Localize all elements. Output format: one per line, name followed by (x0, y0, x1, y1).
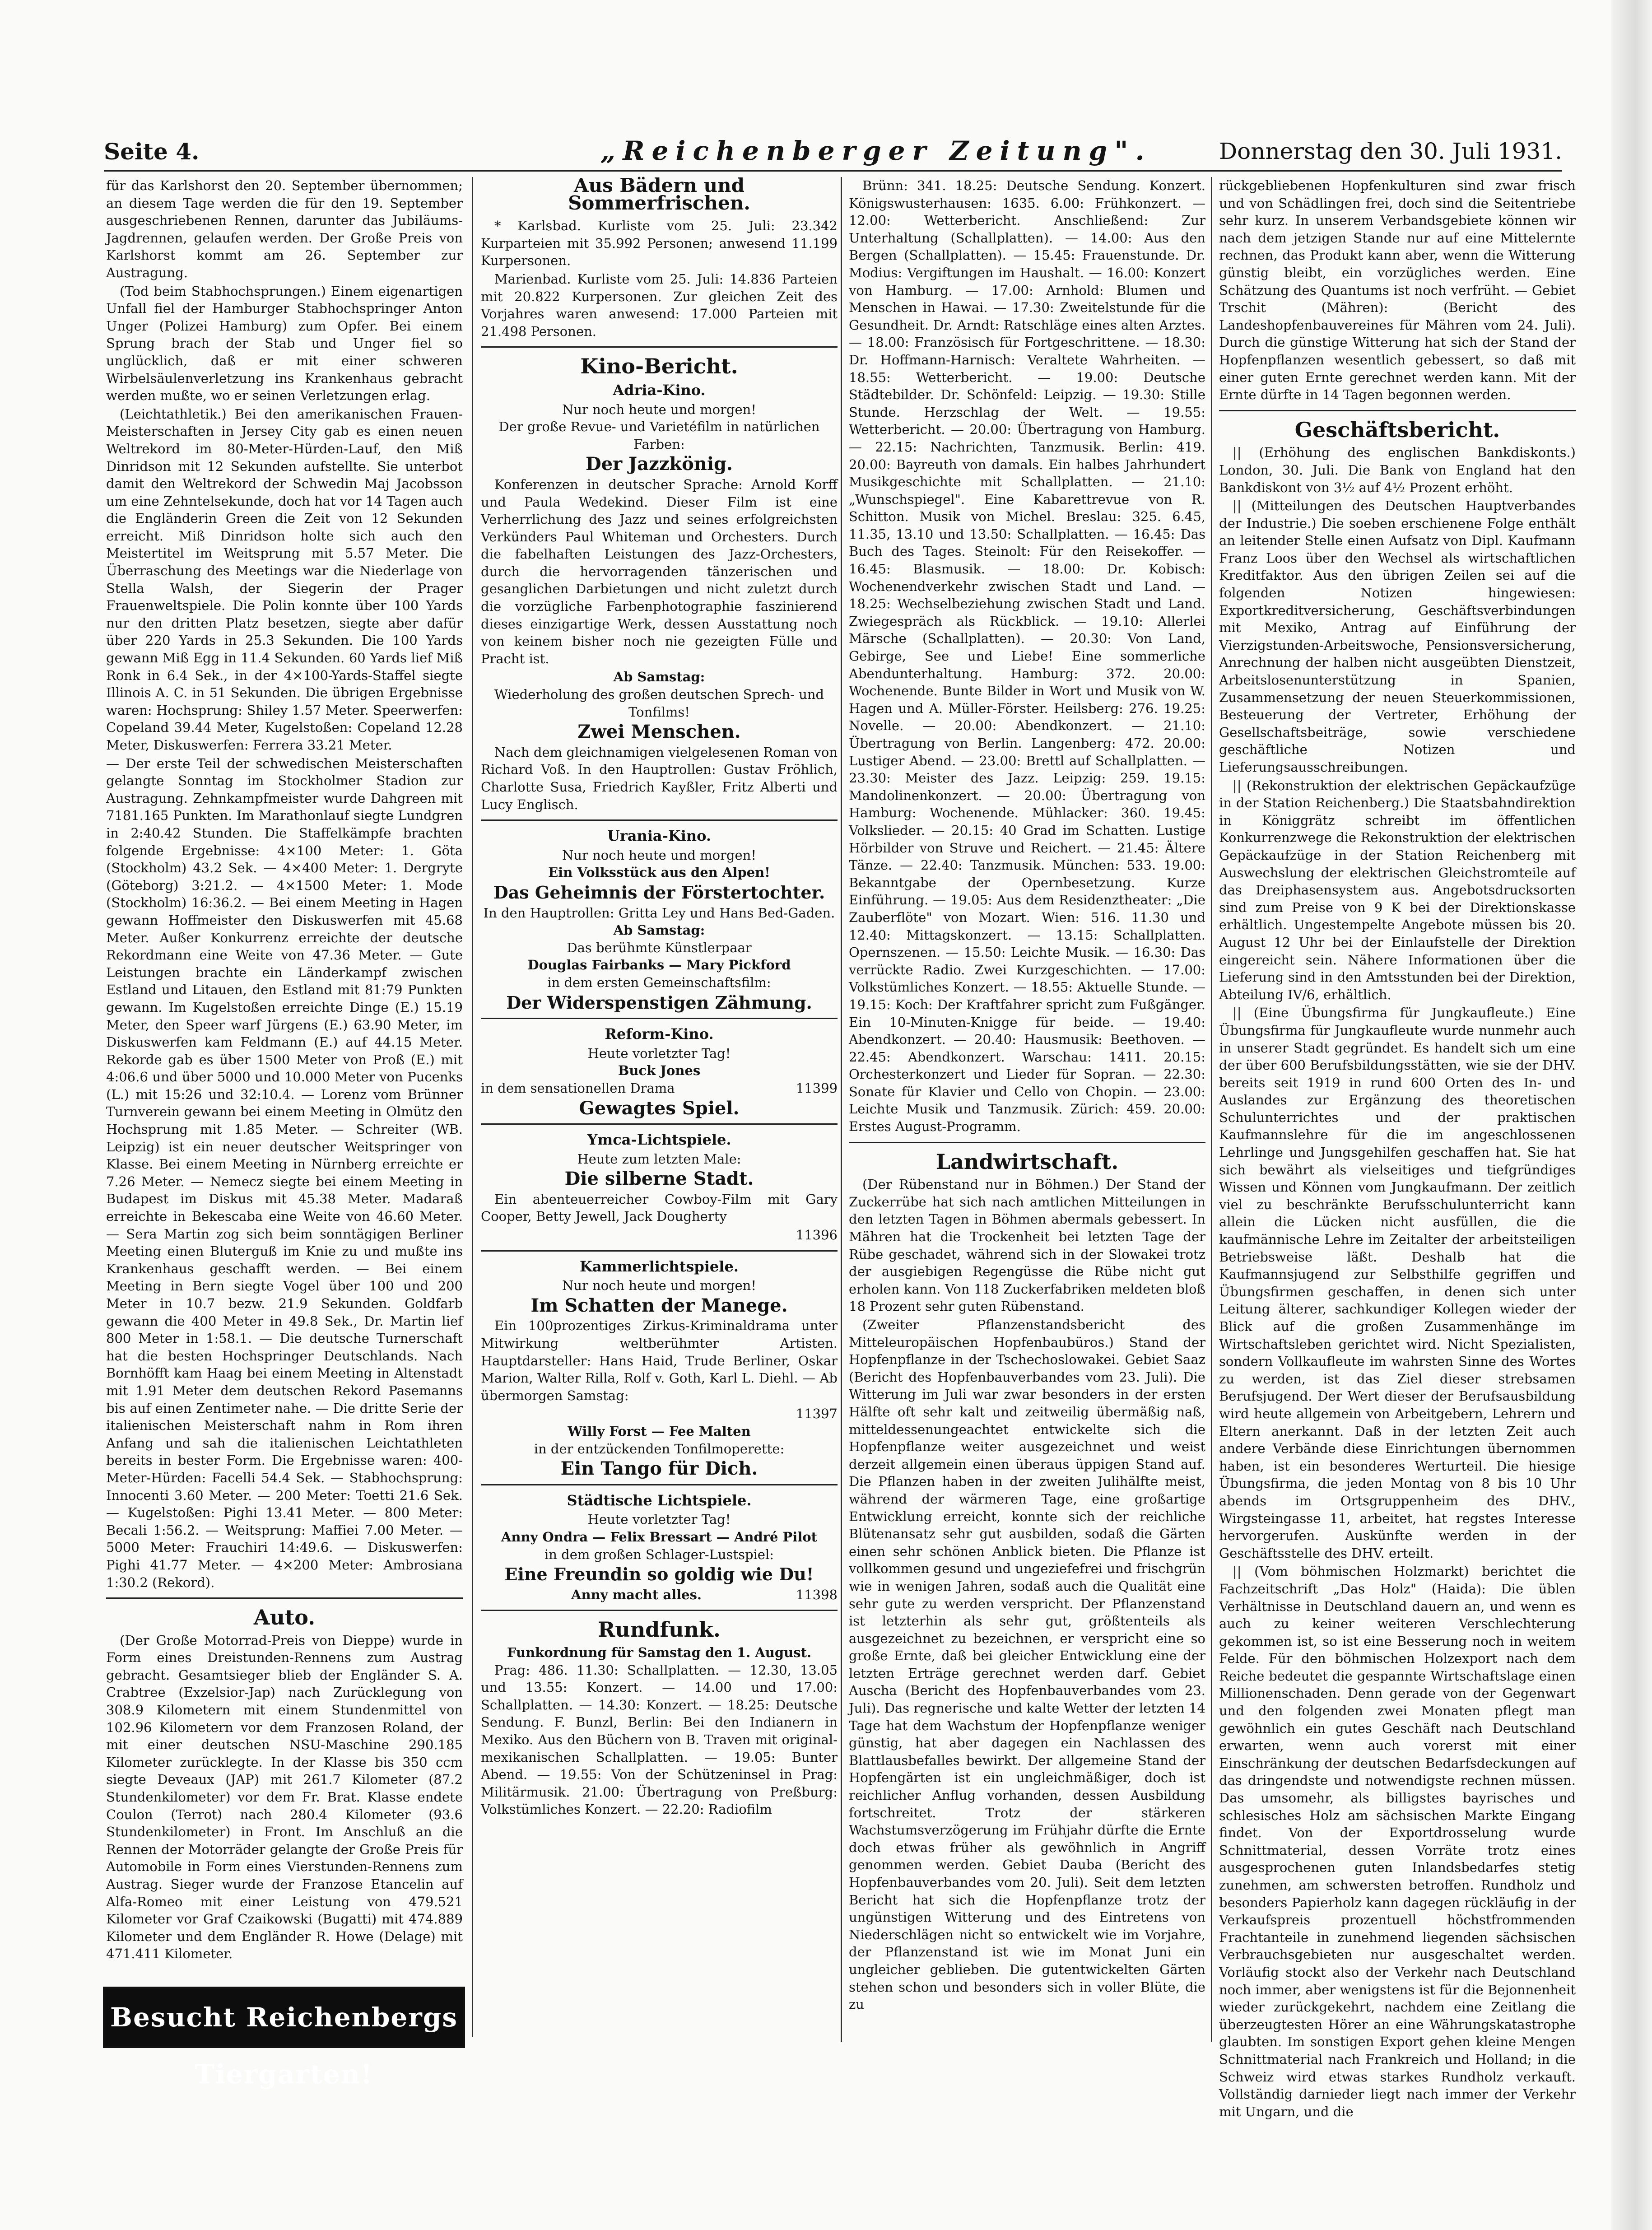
cinema-name: Urania-Kino. (607, 827, 712, 845)
section-rule (481, 1018, 838, 1019)
cinema-line: in dem sensationellen Drama (481, 1080, 675, 1096)
cinema-line: Heute zum letzten Male: (577, 1151, 741, 1167)
cinema-line: Buck Jones (618, 1063, 701, 1079)
business-item: || (Vom böhmischen Holzmarkt) berichtet die Fachzeitschrift „Das Holz" (Haida): Die üblen Verhältnisse in Deutschland dauern an, und wenn es auch zu keiner weiteren Verschlechterung gekommen ist, so ist eine Besserung noch in weitem Felde. Für den böhmischen Holzexport nach dem Reiche bedeutet die gespannte Wirtschaftslage einen Millionenschaden. Denn gerade von der Gegenwart und den folgenden zwei Monaten pflegt man gewöhnlich ein gutes Geschäft nach Deutschland erwarten, wenn auch vorerst mit einer Einschränkung der deutschen Bedarfsdeckungen auf das dringendste und notwendigste rechnen müssen. Das umsomehr, als billigstes bayrisches und schlesisches Holz am sächsischen Markte Eingang findet. Von der Exportdrosselung wurde Schnittmaterial, dessen Vorräte trotz eines ausgesprochenen guten Inlandsbedarfes stetig zunehmen, am schwersten betroffen. Rundholz und besonders Papierholz kann dagegen rückläufig in der Verkaufspreis prozentuell höchstfrommenden Frachtanteile in zunehmend liegenden sächsischen Verbrauchsgebieten nur ausgeschaltet werden. Vorläufig stockt also der Verkehr nach Deutschland noch immer, aber wenigstens ist für die Bejonnenheit wieder zurückgekehrt, nachdem eine Zeitlang die überzeugtesten Hörer an eine Währungskatastrophe glaubten. Im sonstigen Export gehen kleine Mengen Schnittmaterial nach Frankreich und Holland; in die Schweiz wird etwas starkes Rundholz verkauft. Vollständig darnieder liegt nach immer der Verkehr mit Ungarn, und die (1219, 1564, 1576, 2119)
film-title: Das Geheimnis der Förstertochter. (493, 882, 825, 903)
article-paragraph: rückgebliebenen Hopfenkulturen sind zwar frisch und von Schädlingen frei, doch sind die Seitentriebe sehr kurz. In unserem Verbandsgebiete können wir nach dem jetzigen Stande nur auf eine Mittelernte rechnen, das Produkt kann aber, wenn die Witterung günstig bleibt, ein vorzügliches werden. Eine Schätzung des Quantums ist noch verfrüht. — Gebiet Trschit (Mähren): (Bericht des Landeshopfenbauvereines für Mähren vom 24. Juli). Durch die günstige Witterung hat sich der Stand der Hopfenpflanzen wesentlich gebessert, so daß mit einer guten Ernte gerechnet werden kann. Mit der Ernte dürfte in 14 Tagen begonnen werden. (1219, 178, 1576, 403)
masthead-title: „Reichenberger Zeitung". (600, 135, 1152, 166)
issue-date: Donnerstag den 30. Juli 1931. (1219, 138, 1562, 164)
cinema-line: in dem ersten Gemeinschaftsfilm: (547, 974, 771, 990)
page-header (104, 135, 1562, 172)
article-paragraph: (Tod beim Stabhochsprungen.) Einem eigenartigen Unfall fiel der Hamburger Stabhochspringer Anton Unger (Polizei Hamburg) zum Opfer. Bei einem Sprung brach der Stab und Unger fiel so unglücklich, daß er mit einer schweren Wirbelsäulenverletzung ins Krankenhaus gebracht werden mußte, wo er seinen Verletzungen erlag. (106, 283, 463, 404)
film-description: Konferenzen in deutscher Sprache: Arnold Korff und Paula Wedekind. Dieser Film ist eine Verherrlichung des Jazz und seines erfolgreichsten Verkünders Paul Whiteman und Orchesters. Durch die fabelhaften Leistungen des Jazz-Orchesters, durch die hervorragenden tänzerischen und gesanglichen Darbietungen und nicht zuletzt durch die vorzügliche Farbenphotographie faszinierend dieses einzigartige Werk, dessen Ausstattung noch von keinem bisher noch nie gezeigten Fülle und Pracht ist. (481, 476, 838, 666)
business-item: || (Eine Übungsfirma für Jungkaufleute.) Eine Übungsfirma für Jungkaufleute wurde nunmehr auch in unserer Stadt gegründet. Es handelt sich um eine der über 600 Berufsbildungsstätten, wie sie der DHV. bereits seit 1919 in rund 600 Orten des In- und Auslandes zur Ergänzung des theoretischen Schulunterrichtes und der praktischen Kaufmannslehre für die im angeschlossenen Lehrlinge und Jungsgehilfen geschaffen hat. Sie hat sich bewährt als vielseitiges und tiefgründiges Wissen und Können vom Jungkaufmann. Der zeitlich viel zu beschränkte Berufsschulunterricht kann allein die Lücken nicht ausfüllen, die die kaufmännische Lehre im Zeitalter der arbeitsteiligen Betriebsweise läßt. Deshalb hat die Kaufmannsjugend zur Selbsthilfe gegriffen und Übungsfirmen geschaffen, in denen sich unter Leitung älterer, sachkundiger Kollegen wieder der Blick auf die großen Zusammenhänge im Wirtschaftsleben gerichtet wird. Nicht Spezialisten, sondern Vollkaufleute im wahrsten Sinne des Wortes zu werden, ist das Ziel dieser strebsamen Berufsjugend. Der Wert dieser der Berufsausbildung wird heute allgemein von Arbeitgebern, Lehrern und Eltern anerkannt. Daß in der letzten Zeit auch andere Verbände diese Einrichtungen übernommen haben, ist ein besonderes Werturteil. Die hiesige Übungsfirma, die jeden Montag von 8 bis 10 Uhr abends im Ortsgruppenheim des DHV., Wirgsteingasse 11, arbeitet, hat regstes Interesse hervorgerufen. Auskünfte werden in der Geschäftsstelle des DHV. erteilt. (1219, 1005, 1576, 1561)
cinema-line: Anny macht alles. (571, 1587, 702, 1602)
film-title: Zwei Menschen. (577, 721, 741, 743)
cinema-name: Städtische Lichtspiele. (567, 1491, 752, 1509)
header-rule (104, 170, 1562, 172)
section-heading-baeder: Aus Bädern und Sommerfrischen. (568, 174, 750, 214)
film-title: Der Jazzkönig. (586, 453, 733, 475)
section-heading-rundfunk: Rundfunk. (598, 1617, 721, 1642)
section-heading-kino: Kino-Bericht. (580, 354, 738, 379)
section-rule (1219, 410, 1576, 411)
column-1 (106, 177, 463, 1964)
cinema-line: Das berühmte Künstlerpaar (567, 940, 752, 955)
section-heading-geschaeftsbericht: Geschäftsbericht. (1294, 417, 1500, 442)
cinema-line: in der entzückenden Tonfilmoperette: (534, 1441, 785, 1457)
section-rule (481, 1250, 838, 1252)
cinema-name: Ymca-Lichtspiele. (587, 1131, 731, 1149)
cinema-line: Anny Ondra — Felix Bressart — André Pilot (501, 1529, 818, 1545)
film-title: Die silberne Stadt. (564, 1168, 754, 1190)
cinema-line: Douglas Fairbanks — Mary Pickford (527, 957, 791, 973)
resort-report: * Karlsbad. Kurliste vom 25. Juli: 23.342 Kurparteien mit 35.992 Personen; anwesend 11.199 Kurpersonen. (481, 218, 838, 269)
cinema-name: Kammerlichtspiele. (580, 1257, 739, 1275)
column-4 (1219, 177, 1576, 2121)
article-paragraph: (Leichtathletik.) Bei den amerikanischen Frauen-Meisterschaften in Jersey City gab es einen neuen Weltrekord im 80-Meter-Hürden-Lauf, den Miß Dinridson mit 12 Sekunden aufstellte. Sie unterbot damit den Weltrekord der Schwedin Maj Jacobsson um eine Zehntelsekunde, doch hat vor 14 Tagen auch die Engländerin Green die Zeit von 12 Sekunden erreicht. Miß Dinridson holte sich auch den Meistertitel im Weitsprung mit 5.57 Meter. Die Überraschung des Meetings war die Niederlage von Stella Walsh, der Siegerin der Prager Frauenweltspiele. Die Polin konnte über 100 Yards nur den dritten Platz besetzen, siegte aber dafür über 220 Yards in 25.3 Sekunden. Die 100 Yards gewann Miß Egg in 11.4 Sekunden. 60 Yards lief Miß Ronk in 6.4 Sek., in der 4×100-Yards-Staffel siegte Illinois A. C. in 51 Sekunden. Die übrigen Ergebnisse waren: Hochsprung: Shiley 1.57 Meter. Speerwerfen: Copeland 39.44 Meter, Kugelstoßen: Copeland 12.28 Meter, Diskuswerfen: Ferrera 33.21 Meter. (106, 406, 463, 753)
business-item: || (Mitteilungen des Deutschen Hauptverbandes der Industrie.) Die soeben erschienene Folge enthält an leitender Stelle einen Aufsatz von Dipl. Kaufmann Franz Loos über den Wechsel als wirtschaftlichen Kreditfaktor. Aus den übrigen Zeilen sei auf die folgenden Notizen hingewiesen: Exportkreditversicherung, Geschäftsverbindungen mit Mexiko, Antrag auf Einführung der Vierzigstunden-Arbeitswoche, Pensionsversicherung, Anrechnung der halben nicht ausgeübten Dienstzeit, Arbeitslosenunterstützung in Spanien, Zusammensetzung der neuen Steuerkommissionen, Besteuerung der Vertreter, Erhöhung der Gesellschaftsbeiträge, sowie verschiedene geschäftliche Notizen und Lieferungsausschreibungen. (1219, 498, 1576, 775)
business-item: || (Erhöhung des englischen Bankdiskonts.) London, 30. Juli. Die Bank von England hat den Bankdiskont von 3½ auf 4½ Prozent erhöht. (1219, 445, 1576, 495)
resort-report: Marienbad. Kurliste vom 25. Juli: 14.836 Parteien mit 20.822 Kurpersonen. Zur gleichen Zeit des Vorjahres waren anwesend: 17.000 Parteien mit 21.498 Personen. (481, 271, 838, 339)
film-description: Nach dem gleichnamigen vielgelesenen Roman von Richard Voß. In den Hauptrollen: Gustav Fröhlich, Charlotte Susa, Friedrich Kayßler, Fritz Alberti und Lucy Englisch. (481, 744, 838, 812)
cinema-line: Nur noch heute und morgen! (562, 847, 756, 863)
section-heading-landwirtschaft: Landwirtschaft. (935, 1149, 1119, 1174)
article-paragraph: (Der Große Motorrad-Preis von Dieppe) wurde in Form eines Dreistunden-Rennens zum Austrag gebracht. Gesamtsieger blieb der Engländer S. A. Crabtree (Exzelsior-Jap) nach Zurücklegung von 308.9 Kilometern mit einem Stundenmittel von 102.96 Kilometern vor dem Franzosen Roland, der mit einer deutschen NSU-Maschine 290.185 Kilometer zurücklegte. In der Klasse bis 350 ccm siegte Deveaux (JAP) mit 261.7 Kilometer (87.2 Stundenkilometer) vor dem Fr. Brat. Klasse endete Coulon (Terrot) nach 280.4 Kilometer (93.6 Stundenkilometer) in Front. Im Anschluß an die Rennen der Motorräder gelangte der Große Preis für Automobile in Form eines Vierstunden-Rennens zum Austrag. Sieger wurde der Franzose Etancelin auf Alfa-Romeo mit einer Leistung von 479.521 Kilometer vor Graf Czaikowski (Bugatti) mit 474.889 Kilometer und dem Engländer R. Howe (Delage) mit 471.411 Kilometer. (106, 1632, 463, 1962)
section-rule (481, 819, 838, 821)
cinema-line-row (481, 1586, 838, 1604)
scan-edge (1611, 0, 1652, 2230)
radio-program: Brünn: 341. 18.25: Deutsche Sendung. Konzert. Königswusterhausen: 1635. 6.00: Frühkonzert. — 12.00: Wetterbericht. Anschließend: Zur Unterhaltung (Schallplatten). — 14.00: Aus den Bergen (Schallplatten). — 15.45: Frauenstunde. Dr. Modius: Vergiftungen im Haushalt. — 16.00: Konzert von Hamburg. — 17.00: Arnhold: Blumen und Menschen in Hawai. — 17.30: Zweitelstunde für die Gesundheit. Dr. Arndt: Ratschläge eines alten Arztes. — 18.00: Französisch für Fortgeschrittene. — 18.30: Dr. Hoffmann-Harnisch: Veraltete Wahrheiten. — 18.55: Wetterbericht. — 19.00: Deutsche Städtebilder. Dr. Schönfeld: Leipzig. — 19.30: Stille Stunde. Herzschlag der Welt. — 19.55: Wetterbericht. — 20.00: Übertragung von Hamburg. — 22.15: Nachrichten, Tanzmusik. Berlin: 419. 20.00: Bayreuth von damals. Ein halbes Jahrhundert Musikgeschichte mit Schallplatten. — 21.10: „Wunschspiegel". Eine Kabarettrevue von R. Schitton. Musik von Michel. Breslau: 325. 6.45, 11.35, 13.10 und 13.50: Schallplatten. — 16.45: Das Buch des Tages. Steinolt: Für den Reisekoffer. — 16.45: Blasmusik. — 18.00: Dr. Kobisch: Wochenendverkehr zwischen Stadt und Land. — 18.25: Wechselbeziehung zwischen Stadt und Land. Zwiegespräch als Rückblick. — 19.10: Allerlei Märsche (Schallplatten). — 20.30: Von Land, Gebirge, See und Liebe! Eine sommerliche Abendunterhaltung. Hamburg: 372. 20.00: Wochenende. Bunte Bilder in Wort und Musik von W. Hagen und A. Müller-Förster. Heilsberg: 276. 19.25: Novelle. — 20.00: Abendkonzert. — 21.10: Übertragung von Berlin. Langenberg: 472. 20.00: Lustiger Abend. — 23.00: Brettl auf Schallplatten. — 23.30: Meister des Jazz. Leipzig: 259. 19.15: Mandolinenkonzert. — 20.00: Übertragung von Hamburg: Wochenende. Mühlacker: 360. 19.45: Volkslieder. — 20.15: 40 Grad im Schatten. Lustige Hörbilder von Struve und Reichert. — 21.45: Ältere Tänze. — 22.40: Tanzmusik. München: 533. 19.00: Bekanntgabe der Opernbesetzung. Kurze Einführung. — 19.05: Aus dem Residenztheater: „Die Zauberflöte" von Mozart. Wien: 516. 11.30 und 12.40: Mittagskonzert. — 13.15: Schallplatten. Opernszenen. — 15.50: Leichte Musik. — 16.30: Das verrückte Radio. Zwei Kurzgeschichten. — 17.00: Volkstümliches Konzert. — 18.55: Aktuelle Stunde. — 19.15: Koch: Der Kraftfahrer spricht zum Fußgänger. Ein 10-Minuten-Knigge für beide. — 19.40: Abendkonzert. — 20.40: Hausmusik: Beethoven. — 22.45: Abendkonzert. Warschau: 1411. 20.15: Orchesterkonzert und Lieder für Sopran. — 22.30: Sonate für Klavier und Cello von Chopin. — 23.00: Leichte Musik und Tanzmusik. Zürich: 459. 20.00: Erstes August-Programm. (849, 178, 1205, 1135)
radio-program: Prag: 486. 11.30: Schallplatten. — 12.30, 13.05 und 13.55: Konzert. — 14.00 und 17.00: Schallplatten. — 14.30: Konzert. — 18.25: Deutsche Sendung. F. Bunzl, Berlin: Bei den Indianern in Mexiko. Aus den Büchern von B. Traven mit original-mexikanischen Schallplatten. — 19.05: Bunter Abend. — 19.55: Von der Schützeninsel in Prag: Militärmusik. 21.00: Übertragung von Preßburg: Volkstümliches Konzert. — 22.20: Radiofilm (481, 1662, 838, 1817)
cinema-line: In den Hauptrollen: Gritta Ley und Hans Bed-Gaden. (483, 905, 835, 921)
cinema-line: Ein Volksstück aus den Alpen! (548, 865, 770, 880)
ad-number: 11396 (796, 1227, 838, 1243)
cinema-line: Wiederholung des großen deutschen Sprech- und Tonfilms! (494, 687, 824, 720)
film-description: Ein 100prozentiges Zirkus-Kriminaldrama unter Mitwirkung weltberühmter Artisten. Hauptdarsteller: Hans Haid, Trude Berliner, Oskar Marion, Walter Rilla, Rolf v. Goth, Karl L. Diehl. — Ab übermorgen Samstag: (481, 1318, 838, 1403)
zoo-advertisement: Besucht Reichenbergs Tiergarten! (103, 1987, 465, 2048)
cinema-line: Der große Revue- und Varietéfilm in natürlichen Farben: (498, 419, 820, 452)
cinema-line: Nur noch heute und morgen! (562, 1278, 756, 1294)
business-item: || (Rekonstruktion der elektrischen Gepäckaufzüge in der Station Reichenberg.) Die Staatsbahndirektion in Königgrätz schreibt im öffentlichen Konkurrenzwege die Rekonstruktion der elektrischen Gepäckaufzüge in der Station Reichenberg mit Auswechslung der elektrischen Gleichstromteile auf das Dreiphasensystem aus. Angebotsdrucksorten sind zum Preise von 9 K bei der Direktionskasse erhältlich. Ungestempelte Angebote müssen bis 20. August 12 Uhr bei der Einlaufstelle der Direktion eingereicht sein. Nähere Informationen über die Lieferung sind in den Amtsstunden bei der Direktion, Abteilung IV/6, erhältlich. (1219, 777, 1576, 1002)
ad-number: 11399 (796, 1080, 838, 1096)
cinema-name: Adria-Kino. (613, 381, 706, 399)
article-paragraph: — Der erste Teil der schwedischen Meisterschaften gelangte Sonntag im Stockholmer Stadion zur Austragung. Zehnkampfmeister wurde Dahgreen mit 7181.165 Punkten. Im Marathonlauf siegte Lundgren in 2:40.42 Stunden. Die Staffelkämpfe brachten folgende Ergebnisse: 4×100 Meter: 1. Göta (Stockholm) 43.2 Sek. — 4×400 Meter: 1. Dergryte (Göteborg) 3:21.2. — 4×1500 Meter: 1. Mode (Stockholm) 16:36.2. — Bei einem Meeting in Hagen gewann Hoffmeister den Diskuswerfen mit 45.68 Meter. Außer Konkurrenz erreichte der deutsche Rekordmann eine Weite von 47.36 Meter. — Gute Leistungen brachte ein Länderkampf zwischen Estland und Litauen, den Estland mit 81:79 Punkten gewann. Im Kugelstoßen erreichte Dinge (E.) 15.19 Meter, den Speer warf Jürgens (E.) 63.90 Meter, im Diskuswerfen kam Feldmann (E.) auf 44.15 Meter. Rekorde gab es über 1500 Meter von Proß (E.) mit 4:06.6 und über 5000 und 10.000 Meter von Pucenks (L.) mit 15:26 und 32:10.4. — Lorenz vom Brünner Turnverein gewann bei einem Meeting in Olmütz den Hochsprung mit 1.85 Meter. — Schreiter (WB. Leipzig) ist ein neuer deutscher Weitspringer von Klasse. Bei einem Meeting in Nürnberg erreichte er 7.26 Meter. — Nemecz siegte bei einem Meeting in Budapest im Diskus mit 45.38 Meter. Madaraß erreichte in Bekescaba eine Weite von 46.60 Meter. — Sera Martin zog sich beim sonntägigen Berliner Meeting einen Bluterguß im Knie zu und mußte ins Krankenhaus geschafft werden. — Bei einem Meeting in Bern siegte Vogel über 100 und 200 Meter in 10.7 bezw. 21.9 Sekunden. Goldfarb gewann die 400 Meter in 49.8 Sek., Dr. Martin lief 800 Meter in 1:58.1. — Die deutsche Turnerschaft hat die besten Hochspringer Deutschlands. Nach Bornhöfft kam Haag bei einem Meeting in Altenstadt mit 1.91 Meter dem deutschen Rekord Pasemanns bis auf einen Zentimeter nahe. — Die dritte Serie der italienischen Meisterschaft nahm in Rom ihren Anfang und sah die italienischen Leichtathleten bereits in bester Form. Die Ergebnisse waren: 400-Meter-Hürden: Facelli 54.4 Sek. — Stabhochsprung: Innocenti 3.60 Meter. — 200 Meter: Toetti 21.6 Sek. — Kugelstoßen: Pighi 13.41 Meter. — 800 Meter: Becali 1:56.2. — Weitsprung: Maffiei 7.00 Meter. — 5000 Meter: Frauchiri 14:49.6. — Diskuswerfen: Pighi 41.77 Meter. — 4×200 Meter: Ambrosiana 1:30.2 (Rekord). (106, 755, 463, 1590)
film-title: Im Schatten der Manege. (531, 1294, 788, 1316)
film-title: Gewagtes Spiel. (579, 1097, 740, 1119)
radio-subheading: Funkordnung für Samstag den 1. August. (507, 1644, 812, 1660)
section-heading-auto: Auto. (253, 1605, 316, 1630)
article-paragraph: (Der Rübenstand nur in Böhmen.) Der Stand der Zuckerrübe hat sich nach amtlichen Mitteilungen in den letzten Tagen in Böhmen abermals gebessert. In Mähren hat die Trockenheit bei letzten Tage der Rübe geschadet, während sich in der Slowakei trotz der ausgiebigen Regengüsse die Rübe nicht gut erholen kann. Von 118 Zuckerfabriken meldeten bloß 18 Prozent sehr guten Rübenstand. (849, 1177, 1205, 1314)
article-paragraph: für das Karlshorst den 20. September übernommen; an diesem Tage werden die für den 19. September ausgeschriebenen Rennen, darunter das Jubiläums-Jagdrennen, gelaufen werden. Der Große Preis von Karlshorst kommt am 26. September zur Austragung. (106, 178, 463, 280)
section-rule (481, 1123, 838, 1125)
column-3 (849, 177, 1205, 2014)
ad-number: 11398 (796, 1587, 838, 1602)
section-rule (481, 1484, 838, 1485)
section-rule (106, 1597, 463, 1599)
ad-number: 11397 (796, 1406, 838, 1422)
column-rule (472, 177, 473, 2037)
column-2 (481, 174, 838, 1819)
film-title: Eine Freundin so goldig wie Du! (504, 1564, 814, 1585)
cinema-line: Nur noch heute und morgen! (562, 401, 756, 417)
cinema-line: Ab Samstag: (613, 669, 705, 685)
film-title: Der Widerspenstigen Zähmung. (506, 992, 812, 1013)
section-rule (481, 1610, 838, 1611)
film-title: Ein Tango für Dich. (560, 1458, 758, 1480)
section-rule (481, 346, 838, 348)
column-rule (1211, 177, 1212, 2042)
column-rule (841, 177, 842, 2042)
cinema-name: Reform-Kino. (605, 1025, 714, 1043)
cinema-line: Heute vorletzter Tag! (587, 1512, 731, 1527)
cinema-line: in dem großen Schlager-Lustspiel: (544, 1546, 774, 1562)
film-description: Ein abenteuerreicher Cowboy-Film mit Gary Cooper, Betty Jewell, Jack Dougherty (481, 1191, 838, 1224)
article-paragraph: (Zweiter Pflanzenstandsbericht des Mitteleuropäischen Hopfenbaubüros.) Stand der Hopfenpflanze in der Tschechoslowakei. Gebiet Saaz (Bericht des Hopfenbauverbandes vom 23. Juli). Die Witterung im Juli war zwar besonders in der ersten Hälfte oft sehr kalt und zeitweilig übermäßig naß, mitteldessenungeachtet entwickelte sich die Hopfenpflanze weiter ausgezeichnet und weist derzeit allgemein einen überaus üppigen Stand auf. Die Pflanzen haben in der zweiten Julihälfte meist, während der wärmeren Tage, eine großartige Entwicklung erreicht, konnte sich der reichliche Blütenansatz sehr gut ausbilden, sodaß die Gärten einen sehr schönen Anblick bieten. Die Pflanze ist vollkommen gesund und ungeziefefrei und frischgrün wie in wenigen Jahren, sodaß auch die Qualität eine sehr gute zu werden verspricht. Der Pflanzenstand ist letzterhin als sehr gut, größtenteils als ausgezeichnet zu bezeichnen, er verspricht eine so große Ernte, daß bei gleicher Entwicklung eine der letzten Erträge gerechnet werden darf. Gebiet Auscha (Bericht des Hopfenbauverbandes vom 23. Juli). Das regnerische und kalte Wetter der letzten 14 Tage hat dem Wachstum der Hopfenpflanze weniger günstig, hat aber dagegen ein Nachlassen des Blattlausbefalles bewirkt. Der allgemeine Stand der Hopfengärten ist ein ungleichmäßiger, doch ist reichlicher Anflug vorhanden, dessen Ausbildung fortschreitet. Trotz der stärkeren Wachstumsverzögerung im Frühjahr dürfte die Ernte doch etwas früher als gewöhnlich in Angriff genommen werden. Gebiet Dauba (Bericht des Hopfenbauverbandes vom 20. Juli). Seit dem letzten Bericht hat sich die Hopfenpflanze trotz der ungünstigen Witterung und des Eintretens von Niederschlägen nicht so entwickelt wie im Vorjahre, der Pflanzenstand ist wie im Monat Juni ein ungleicher geblieben. Die gutentwickelten Gärten stehen schon und besonders sich in voller Blüte, die zu (849, 1317, 1205, 2012)
cinema-line: Heute vorletzter Tag! (587, 1045, 731, 1061)
cinema-line: Willy Forst — Fee Malten (568, 1424, 751, 1439)
cinema-line-row (481, 1080, 838, 1097)
cinema-line: Ab Samstag: (613, 922, 705, 938)
page-number: Seite 4. (104, 138, 200, 165)
section-rule (849, 1142, 1205, 1143)
